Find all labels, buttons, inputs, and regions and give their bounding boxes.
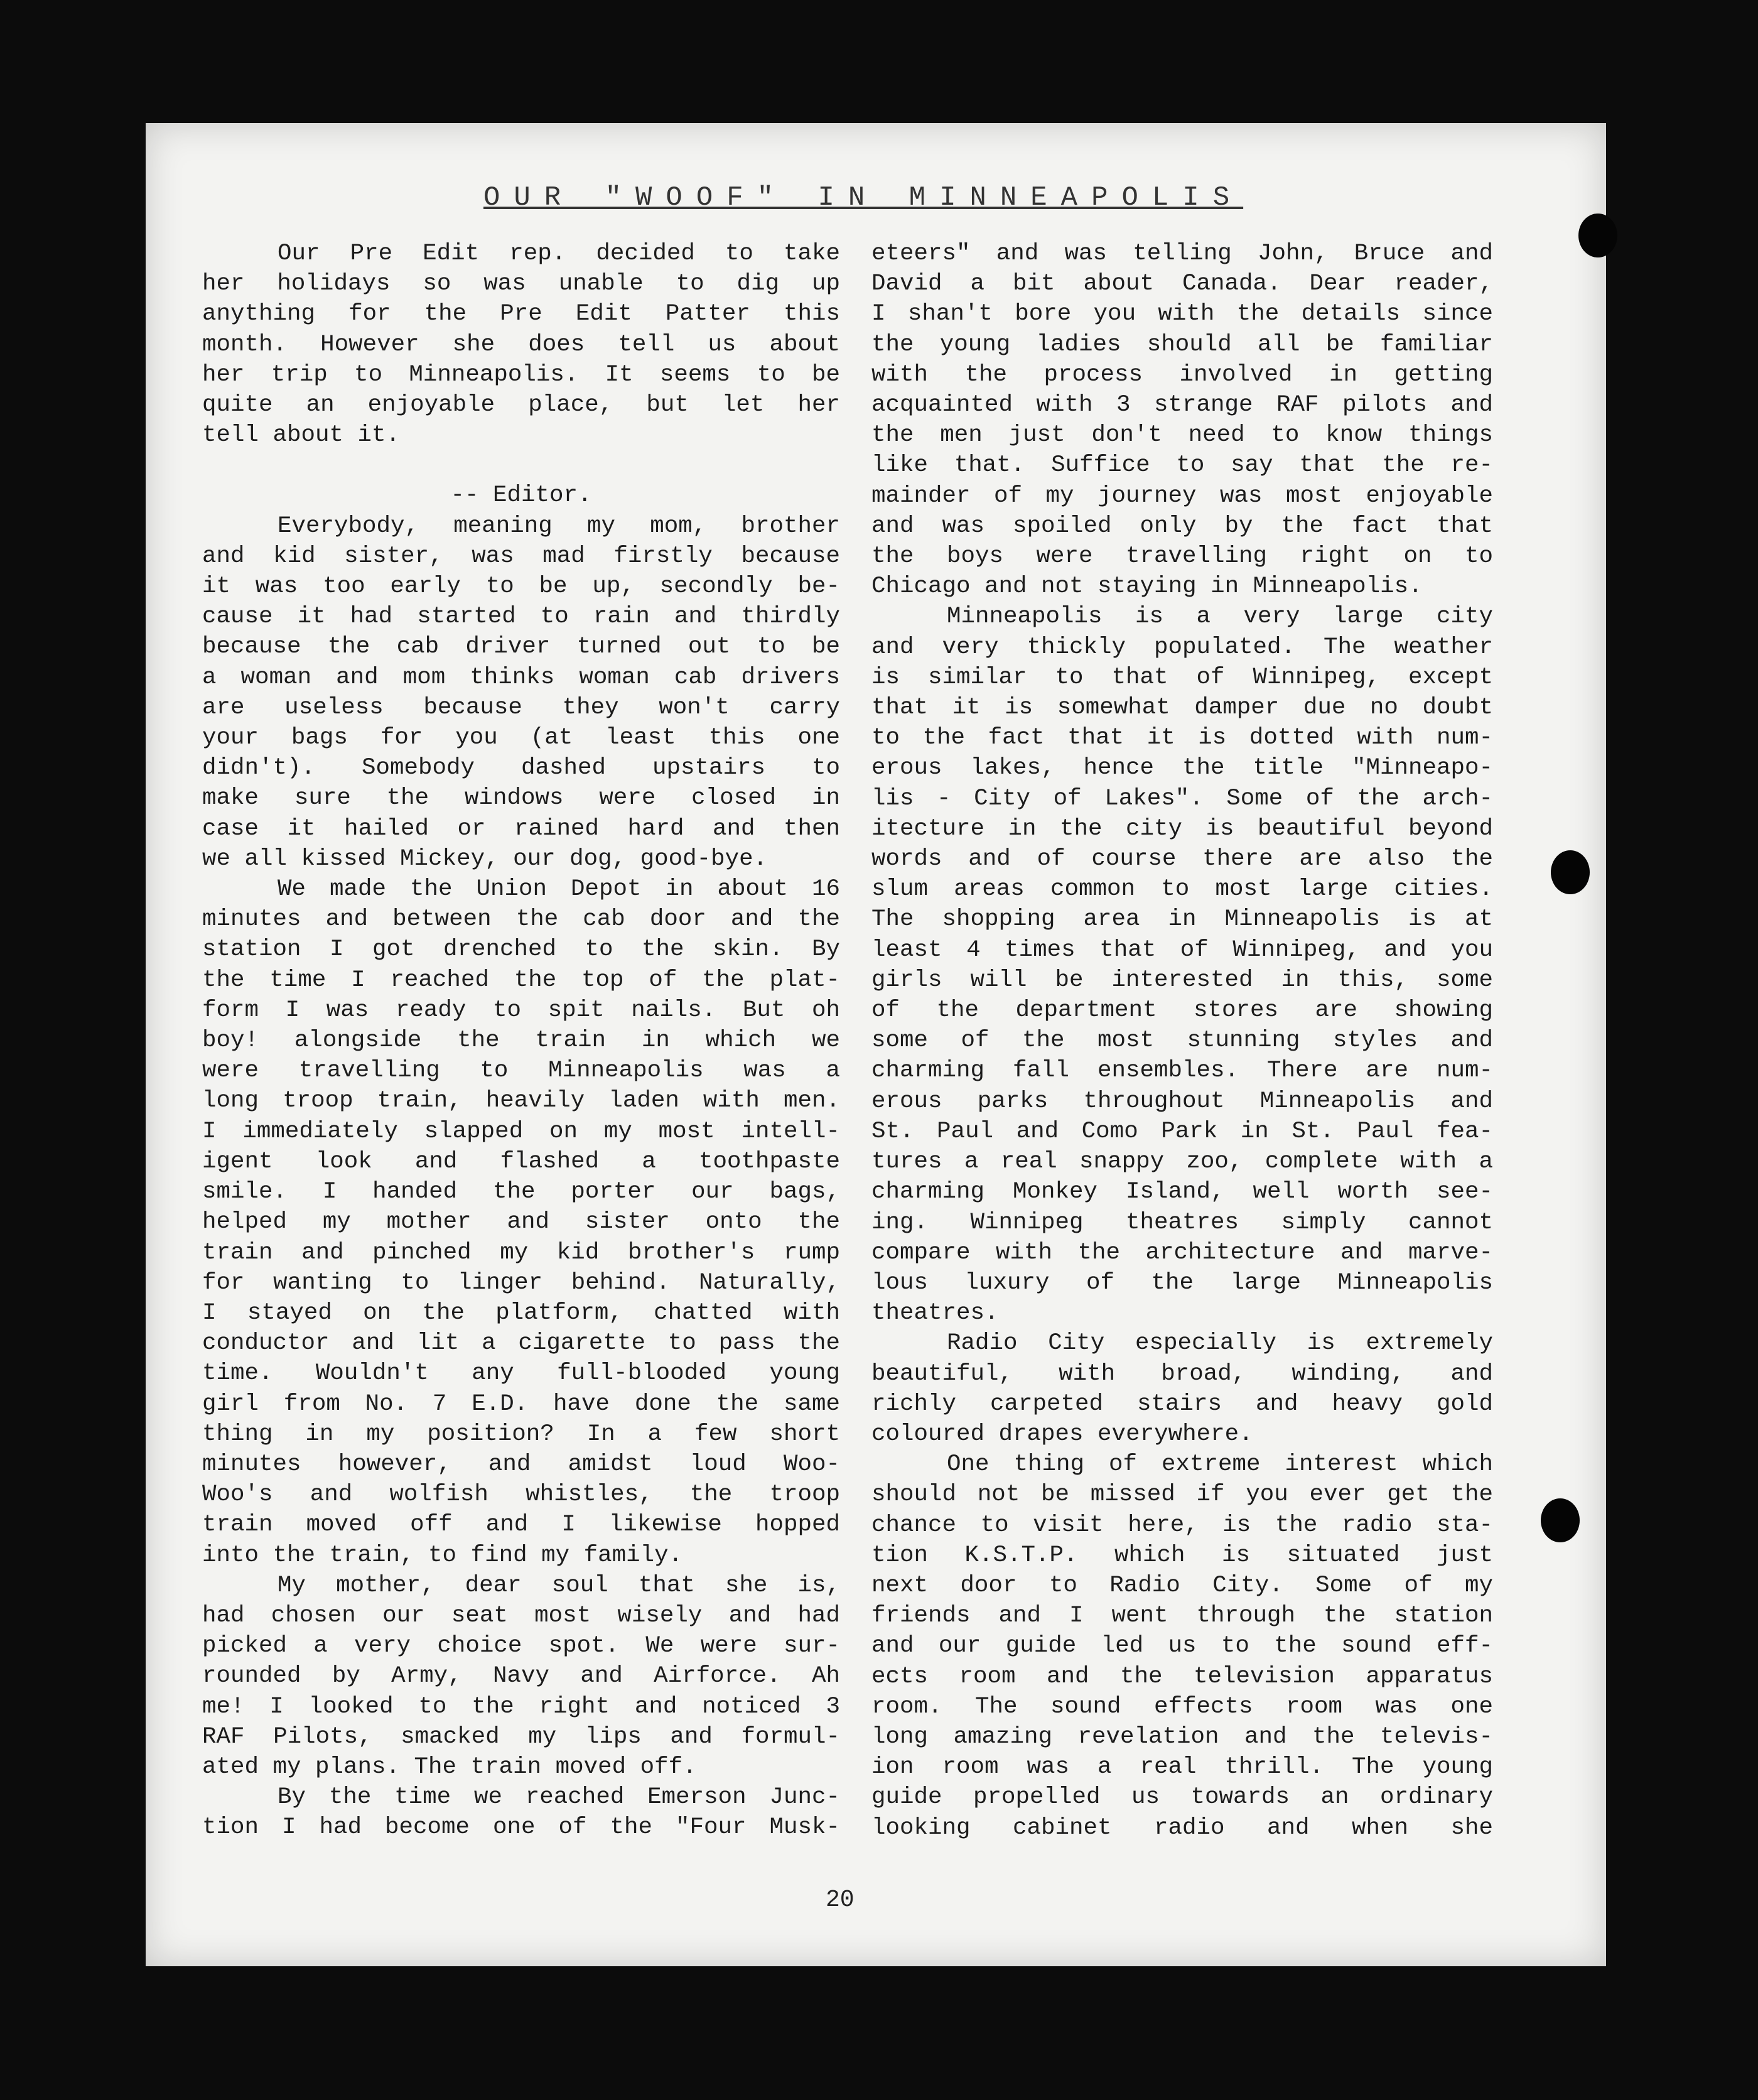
body-line: time. Wouldn't any full-blooded young bbox=[202, 1360, 840, 1387]
body-line: the time I reached the top of the plat- bbox=[202, 966, 840, 993]
body-line: slum areas common to most large cities. bbox=[871, 876, 1493, 903]
body-line: the men just don't need to know things bbox=[871, 422, 1493, 449]
body-line: The shopping area in Minneapolis is at bbox=[871, 906, 1493, 933]
binder-hole-bottom bbox=[1541, 1498, 1580, 1542]
body-line: and kid sister, was mad firstly because bbox=[202, 543, 840, 570]
body-line: case it hailed or rained hard and then bbox=[202, 815, 840, 842]
body-line: coloured drapes everywhere. bbox=[871, 1421, 1253, 1448]
body-line: Minneapolis is a very large city bbox=[947, 603, 1493, 631]
body-line: minutes and between the cab door and the bbox=[202, 906, 840, 933]
body-line: the boys were travelling right on to bbox=[871, 543, 1493, 570]
body-line: were travelling to Minneapolis was a bbox=[202, 1058, 840, 1085]
body-line: train moved off and I likewise hopped bbox=[202, 1512, 840, 1539]
body-line: picked a very choice spot. We were sur- bbox=[202, 1633, 840, 1660]
intro-line: Our Pre Edit rep. decided to take bbox=[278, 241, 840, 267]
body-line: lis - City of Lakes". Some of the arch- bbox=[871, 785, 1493, 812]
body-line: I immediately slapped on my most intell- bbox=[202, 1118, 840, 1145]
body-line: We made the Union Depot in about 16 bbox=[278, 876, 840, 903]
intro-line: her trip to Minneapolis. It seems to be bbox=[202, 361, 840, 388]
body-line: a woman and mom thinks woman cab drivers bbox=[202, 664, 840, 691]
body-line: smile. I handed the porter our bags, bbox=[202, 1179, 840, 1206]
body-line: girl from No. 7 E.D. have done the same bbox=[202, 1390, 840, 1417]
body-line: next door to Radio City. Some of my bbox=[871, 1572, 1493, 1599]
body-line: ated my plans. The train moved off. bbox=[202, 1753, 697, 1780]
body-line: ing. Winnipeg theatres simply cannot bbox=[871, 1209, 1493, 1236]
body-line: charming fall ensembles. There are num- bbox=[871, 1058, 1493, 1085]
body-line: erous parks throughout Minneapolis and bbox=[871, 1088, 1493, 1115]
body-line: ects room and the television apparatus bbox=[871, 1663, 1493, 1690]
intro-line: quite an enjoyable place, but let her bbox=[202, 392, 840, 419]
body-line: Everybody, meaning my mom, brother bbox=[278, 512, 840, 539]
body-line: By the time we reached Emerson Junc- bbox=[278, 1784, 840, 1811]
intro-line: her holidays so was unable to dig up bbox=[202, 271, 840, 298]
body-line: conductor and lit a cigarette to pass the bbox=[202, 1330, 840, 1357]
intro-line: month. However she does tell us about bbox=[202, 331, 840, 358]
body-line: the young ladies should all be familiar bbox=[871, 331, 1493, 358]
binder-hole-middle bbox=[1551, 850, 1590, 894]
body-line: me! I looked to the right and noticed 3 bbox=[202, 1693, 840, 1720]
body-line: acquainted with 3 strange RAF pilots and bbox=[871, 392, 1493, 419]
body-line: are useless because they won't carry bbox=[202, 694, 840, 721]
body-line: girls will be interested in this, some bbox=[871, 966, 1493, 993]
body-line: and our guide led us to the sound eff- bbox=[871, 1633, 1493, 1660]
body-line: your bags for you (at least this one bbox=[202, 725, 840, 752]
body-line: St. Paul and Como Park in St. Paul fea- bbox=[871, 1118, 1493, 1145]
body-line: train and pinched my kid brother's rump bbox=[202, 1239, 840, 1266]
article-title: OUR "WOOF" IN MINNEAPOLIS bbox=[483, 182, 1244, 214]
body-line: My mother, dear soul that she is, bbox=[278, 1572, 840, 1599]
body-line: tion K.S.T.P. which is situated just bbox=[871, 1542, 1493, 1569]
body-line: David a bit about Canada. Dear reader, bbox=[871, 271, 1493, 298]
body-line: richly carpeted stairs and heavy gold bbox=[871, 1390, 1493, 1417]
body-line: because the cab driver turned out to be bbox=[202, 634, 840, 661]
body-line: rounded by Army, Navy and Airforce. Ah bbox=[202, 1663, 840, 1690]
body-line: Woo's and wolfish whistles, the troop bbox=[202, 1481, 840, 1508]
body-line: tion I had become one of the "Four Musk- bbox=[202, 1814, 840, 1841]
body-line: words and of course there are also the bbox=[871, 846, 1493, 873]
body-line: RAF Pilots, smacked my lips and formul- bbox=[202, 1723, 840, 1750]
body-line: erous lakes, hence the title "Minneapo- bbox=[871, 755, 1493, 782]
body-line: we all kissed Mickey, our dog, good-bye. bbox=[202, 845, 768, 872]
body-line: didn't). Somebody dashed upstairs to bbox=[202, 755, 840, 782]
body-line: compare with the architecture and marve- bbox=[871, 1239, 1493, 1266]
body-line: mainder of my journey was most enjoyable bbox=[871, 482, 1493, 509]
body-line: theatres. bbox=[871, 1300, 999, 1327]
editor-signature: -- Editor. bbox=[450, 482, 592, 509]
body-line: guide propelled us towards an ordinary bbox=[871, 1784, 1493, 1811]
body-line: station I got drenched to the skin. By bbox=[202, 936, 840, 963]
body-line: make sure the windows were closed in bbox=[202, 785, 840, 812]
body-line: long amazing revelation and the televis- bbox=[871, 1723, 1493, 1750]
body-line: tures a real snappy zoo, complete with a bbox=[871, 1149, 1493, 1176]
binder-hole-top bbox=[1578, 214, 1617, 257]
body-line: and was spoiled only by the fact that bbox=[871, 512, 1493, 539]
body-line: friends and I went through the station bbox=[871, 1603, 1493, 1630]
intro-line: anything for the Pre Edit Patter this bbox=[202, 301, 840, 328]
body-line: least 4 times that of Winnipeg, and you bbox=[871, 936, 1493, 963]
left-column bbox=[202, 239, 840, 1843]
body-line: lous luxury of the large Minneapolis bbox=[871, 1269, 1493, 1296]
body-line: eteers" and was telling John, Bruce and bbox=[871, 241, 1493, 267]
body-line: itecture in the city is beautiful beyond bbox=[871, 815, 1493, 842]
body-line: beautiful, with broad, winding, and bbox=[871, 1360, 1493, 1387]
body-line: is similar to that of Winnipeg, except bbox=[871, 664, 1493, 691]
body-line: boy! alongside the train in which we bbox=[202, 1027, 840, 1054]
body-line: into the train, to find my family. bbox=[202, 1542, 683, 1569]
spacer bbox=[202, 450, 840, 480]
body-line: like that. Suffice to say that the re- bbox=[871, 452, 1493, 479]
body-line: ion room was a real thrill. The young bbox=[871, 1754, 1493, 1781]
body-line: Chicago and not staying in Minneapolis. bbox=[871, 573, 1423, 600]
body-line: thing in my position? In a few short bbox=[202, 1421, 840, 1448]
body-line: helped my mother and sister onto the bbox=[202, 1209, 840, 1236]
body-line: I stayed on the platform, chatted with bbox=[202, 1299, 840, 1326]
body-line: had chosen our seat most wisely and had bbox=[202, 1602, 840, 1629]
body-line: of the department stores are showing bbox=[871, 997, 1493, 1024]
body-line: form I was ready to spit nails. But oh bbox=[202, 997, 840, 1024]
body-line: that it is somewhat damper due no doubt bbox=[871, 695, 1493, 722]
body-line: to the fact that it is dotted with num- bbox=[871, 725, 1493, 752]
right-column bbox=[871, 239, 1493, 1843]
body-line: chance to visit here, is the radio sta- bbox=[871, 1512, 1493, 1539]
body-line: long troop train, heavily laden with men. bbox=[202, 1088, 840, 1115]
intro-line: tell about it. bbox=[202, 422, 401, 449]
page-number: 20 bbox=[826, 1886, 855, 1913]
body-line: I shan't bore you with the details since bbox=[871, 301, 1493, 328]
body-line: it was too early to be up, secondly be- bbox=[202, 573, 840, 600]
body-line: with the process involved in getting bbox=[871, 361, 1493, 388]
body-line: charming Monkey Island, well worth see- bbox=[871, 1179, 1493, 1206]
body-line: cause it had started to rain and thirdly bbox=[202, 603, 840, 631]
body-line: Radio City especially is extremely bbox=[947, 1330, 1493, 1357]
body-line: minutes however, and amidst loud Woo- bbox=[202, 1451, 840, 1478]
body-line: looking cabinet radio and when she bbox=[871, 1814, 1493, 1841]
body-line: One thing of extreme interest which bbox=[947, 1451, 1493, 1478]
body-line: some of the most stunning styles and bbox=[871, 1027, 1493, 1054]
body-line: igent look and flashed a toothpaste bbox=[202, 1148, 840, 1175]
body-line: for wanting to linger behind. Naturally, bbox=[202, 1269, 840, 1296]
body-line: room. The sound effects room was one bbox=[871, 1693, 1493, 1720]
body-line: should not be missed if you ever get the bbox=[871, 1481, 1493, 1508]
body-line: and very thickly populated. The weather bbox=[871, 634, 1493, 661]
